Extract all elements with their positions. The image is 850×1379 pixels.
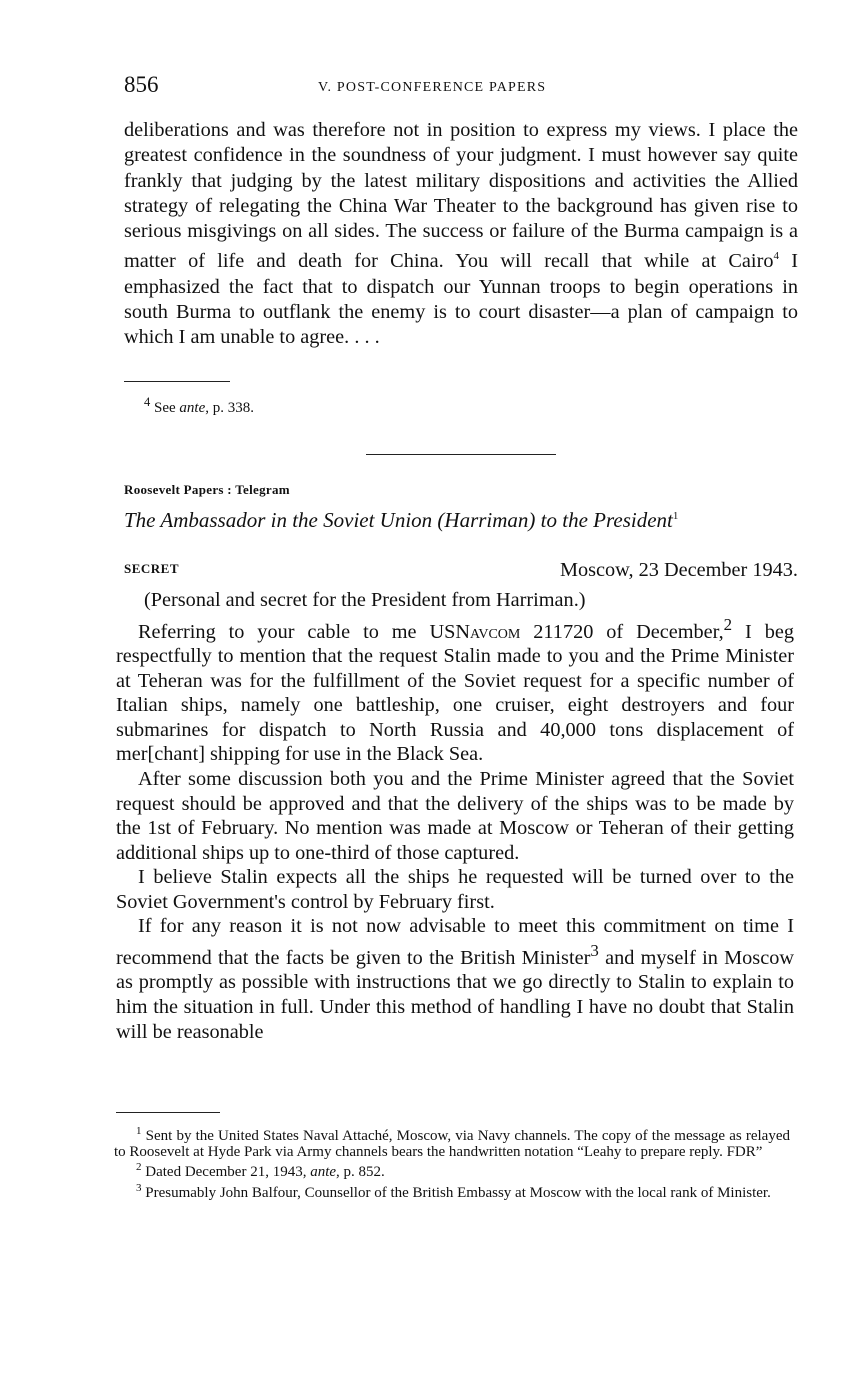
footnote-ref-2: 2 <box>723 614 733 634</box>
paragraph-text-end: I emphasized the fact that to dispatch our Yunnan troops to begin operations in south Burma to outflank the enemy is to court disaster—a plan of campaign to which I am unable to agree. . . . <box>124 250 798 349</box>
telegram-body <box>116 588 794 1044</box>
body-paragraph-3: After some discussion both you and the Prime Minister agreed that the Soviet request should be approved and that the delivery of the ships was to be made by the 1st of February. No mention was made at Moscow or Teheran of their getting additional ships up to one-third of those captured. <box>116 767 794 864</box>
document-title-text: The Ambassador in the Soviet Union (Harriman) to the President <box>124 508 673 532</box>
text: I beg respectfully to mention that the request Stalin made to you and the Prime Minister at Teheran was for the fulfillment of the Soviet request for a specific number of Italian ships, namely one battleship, one cruiser, eight destroyers and four submarines for dispatch to North Russia and 40,000 tons displacement of mer[chant] shipping for use in the Black Sea. <box>116 620 794 766</box>
paragraph-text: deliberations and was therefore not in position to express my views. I place the greatest confidence in the soundness of your judgment. I must however say quite frankly that judging by the latest military dispositions and activities the Allied strategy of relegating the China War Theater to the background has given rise to serious misgivings on all sides. The success or failure of the Burma campaign is a matter of life and death for China. You will recall that while at Cairo <box>124 119 798 273</box>
footnote-text: Sent by the United States Naval Attaché, Moscow, via Navy channels. The copy of the message as relayed to Roosevelt at Hyde Park via Army channels bears the handwritten notation “Leahy to prepare reply. FDR” <box>114 1128 790 1160</box>
footnote-text-end: , p. 338. <box>205 400 254 416</box>
footnote-ref-4: 4 <box>773 250 779 263</box>
classification-label: SECRET <box>124 561 180 576</box>
footnote-italic: ante <box>179 400 206 416</box>
section-title: V. POST-CONFERENCE PAPERS <box>318 80 547 95</box>
document-source: Roosevelt Papers : Telegram <box>124 482 290 497</box>
footnote-text-end: , p. 852. <box>336 1164 385 1181</box>
footnotes <box>114 1124 790 1201</box>
footnote-marker: 1 <box>136 1125 142 1137</box>
body-paragraph-4: I believe Stalin expects all the ships he requested will be turned over to the Soviet Government's control by February first. <box>116 866 794 913</box>
continued-paragraph <box>124 118 798 350</box>
text: If for any reason it is not now advisable to meet this commitment on time I recommend that the facts be given to the British Minister <box>116 915 794 969</box>
running-head <box>124 72 794 102</box>
section-divider <box>366 454 556 455</box>
footnote-ref-1: 1 <box>672 510 679 522</box>
footnote-4 <box>144 395 254 417</box>
footnote-text: Dated December 21, 1943, <box>141 1164 311 1181</box>
body-paragraph-2 <box>116 613 794 767</box>
text: 211720 of December, <box>520 620 724 643</box>
footnote-1 <box>114 1124 790 1160</box>
footnote-italic: ante <box>310 1164 337 1181</box>
body-paragraph-5 <box>116 914 794 1044</box>
footnote-rule <box>116 1112 220 1113</box>
dateline: Moscow, 23 December 1943. <box>559 559 798 581</box>
footnote-text: See <box>150 400 180 416</box>
small-caps-text: avcom <box>470 620 521 643</box>
footnote-marker: 4 <box>144 395 151 409</box>
footnote-rule <box>124 381 230 382</box>
footnote-ref-3: 3 <box>590 941 599 961</box>
footnote-text: Presumably John Balfour, Counsellor of the British Embassy at Moscow with the local rank of Minister. <box>141 1184 771 1201</box>
page-number: 856 <box>124 72 159 97</box>
document-title <box>124 508 804 533</box>
text: Referring to your cable to me USN <box>138 620 471 643</box>
body-paragraph-1: (Personal and secret for the President from Harriman.) <box>144 589 586 611</box>
footnote-marker: 3 <box>136 1181 142 1194</box>
text: and myself in Moscow as promptly as possible with instructions that we go directly to Stalin to explain to him the situation in full. Under this method of handling I have no doubt that Stalin will be reasonable <box>116 946 794 1043</box>
footnote-2 <box>114 1160 790 1181</box>
footnote-3 <box>114 1181 790 1202</box>
footnote-marker: 2 <box>136 1161 142 1174</box>
